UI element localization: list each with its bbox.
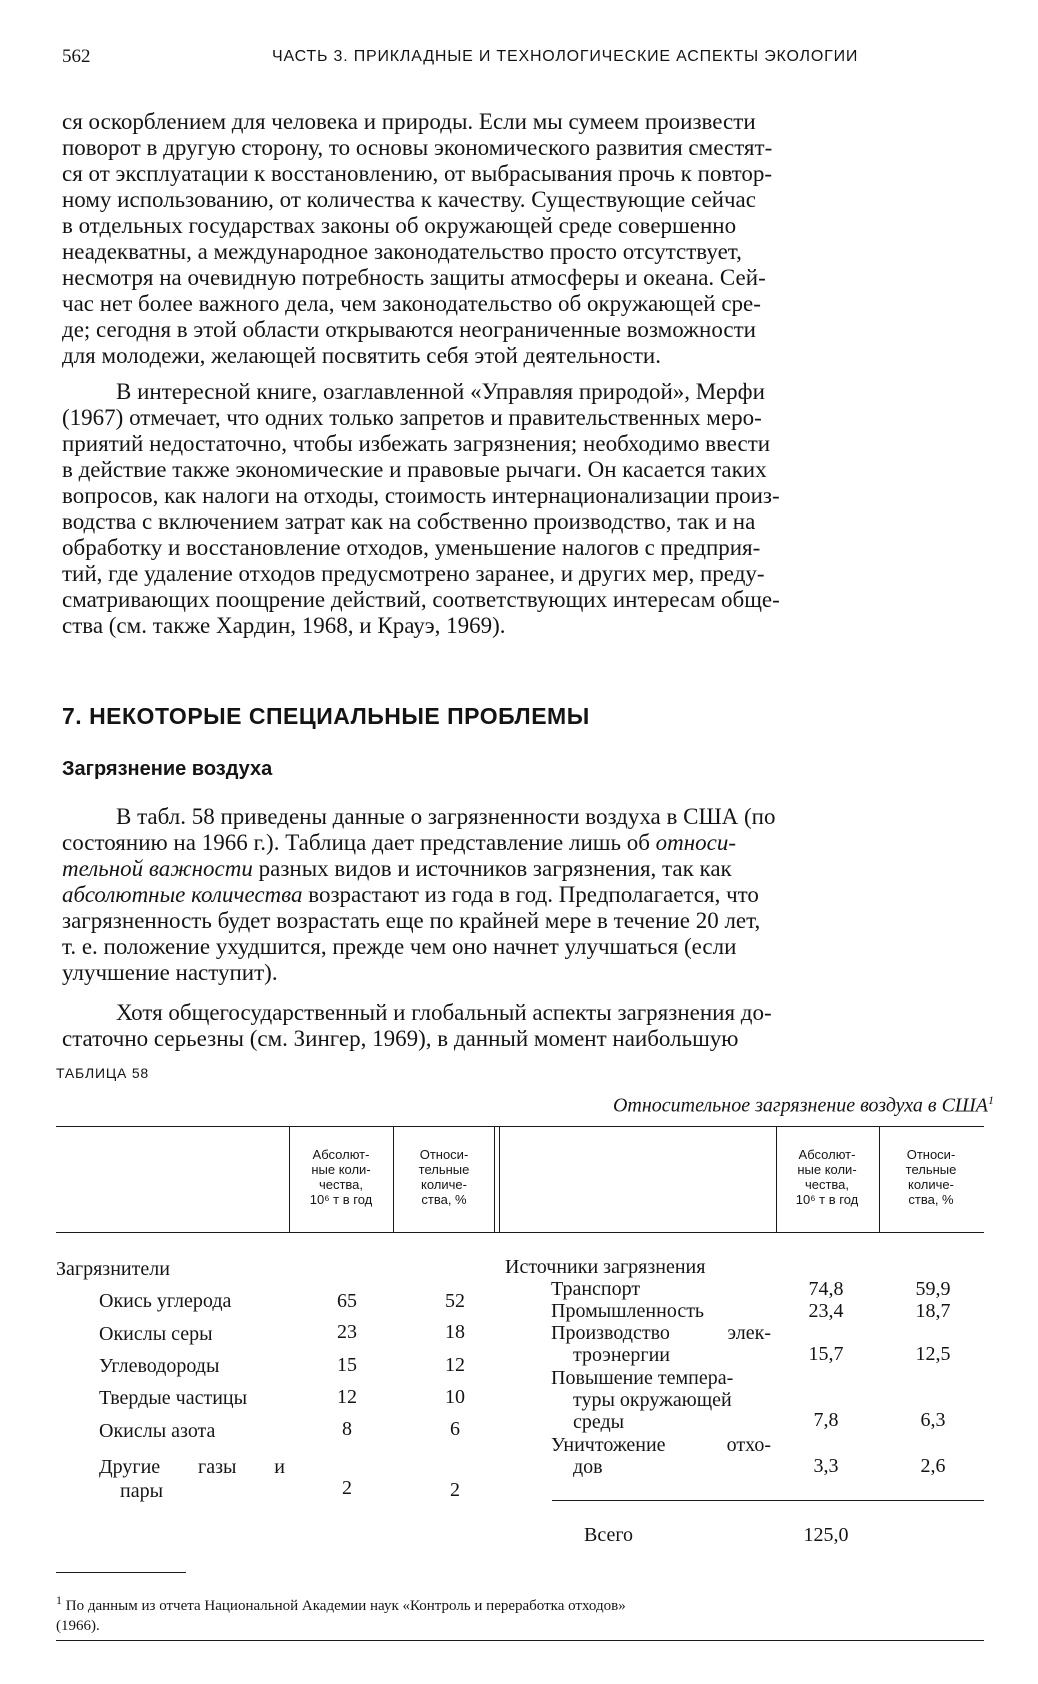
source-name-continuation: троэнергии: [573, 1344, 671, 1366]
footnote-marker: 1: [56, 1593, 62, 1607]
text-line: (1967) отмечает, что одних только запретов и правительственных меро-: [62, 405, 762, 430]
total-value: 125,0: [803, 1524, 849, 1546]
pollutant-abs: 15: [337, 1354, 357, 1376]
text-line: тельной важности разных видов и источников загрязнения, так как: [62, 856, 732, 881]
source-abs: 23,4: [808, 1300, 844, 1322]
footnote-marker: 1: [988, 1093, 994, 1107]
source-rel: 6,3: [920, 1409, 946, 1431]
source-rel: 2,6: [920, 1455, 946, 1477]
column-header-absolute: Абсолют- ные коли- чества, 10⁶ т в год: [309, 1147, 373, 1207]
column-header-relative: Относи- тельные количе- ства, %: [905, 1147, 957, 1207]
source-rel: 18,7: [915, 1300, 951, 1322]
text-line: т. е. положение ухудшится, прежде чем оно начнет улучшаться (если: [62, 934, 737, 959]
text-line: улучшение наступит).: [62, 960, 278, 985]
pollutant-name-continuation: пары: [120, 1480, 164, 1502]
text-line: состоянию на 1966 г.). Таблица дает представление лишь об относи-: [62, 830, 737, 855]
text-line: статочно серьезны (см. Зингер, 1969), в данный момент наибольшую: [62, 1026, 739, 1051]
table-caption: [613, 1093, 994, 1118]
text-line: ся от эксплуатации к восстановлению, от выбрасывания прочь к повтор-: [62, 161, 773, 186]
running-title: ЧАСТЬ 3. ПРИКЛАДНЫЕ И ТЕХНОЛОГИЧЕСКИЕ АСПЕКТЫ ЭКОЛОГИИ: [272, 48, 859, 65]
text-line: ства (см. также Хардин, 1968, и Крауэ, 1969).: [62, 613, 506, 638]
running-head: [62, 46, 998, 72]
table-caption-text: Относительное загрязнение воздуха в США: [612, 1094, 988, 1117]
source-name-continuation: среды: [573, 1411, 625, 1433]
text-line: для молодежи, желающей посвятить себя этой деятельности.: [62, 343, 661, 368]
pollutant-rel: 6: [450, 1418, 460, 1440]
paragraph-continues: [62, 1000, 986, 1052]
pollutant-rel: 12: [445, 1354, 465, 1376]
table-top-rule: [56, 1126, 984, 1127]
paragraph-murphy: [62, 379, 986, 639]
text-line: в отдельных государствах законы об окружающей среде совершенно: [62, 213, 737, 238]
column-header-absolute: Абсолют- ные коли- чества, 10⁶ т в год: [795, 1147, 859, 1207]
text-line: несмотря на очевидную потребность защиты атмосферы и океана. Сей-: [62, 265, 766, 290]
source-name: Транспорт: [551, 1278, 641, 1300]
footnote-bottom-rule: [56, 1640, 984, 1641]
table-label: ТАБЛИЦА 58: [56, 1065, 150, 1081]
footnote-line: $^1$ По данным из отчета Национальной Академии наук «Контроль и переработка отходов»: [56, 1593, 626, 1614]
sub-heading: Загрязнение воздуха: [62, 758, 273, 780]
pollutant-rel: 52: [445, 1290, 465, 1312]
text-line: сматривающих поощрение действий, соответствующих интересам обще-: [62, 587, 780, 612]
total-rule: [552, 1500, 984, 1501]
text-line: водства с включением затрат как на собственно производство, так и на: [62, 509, 756, 534]
table-col-divider: [289, 1127, 290, 1232]
text-line: абсолютные количества возрастают из года в год. Предполагается, что: [62, 882, 759, 907]
text-line: де; сегодня в этой области открываются неограниченные возможности: [62, 317, 756, 342]
pollutant-name: Твердые частицы: [99, 1387, 248, 1409]
footnote-rule: [56, 1572, 186, 1573]
text-line: обработку и восстановление отходов, уменьшение налогов с предприя-: [62, 535, 761, 560]
text-line: тий, где удаление отходов предусмотрено заранее, и других мер, преду-: [62, 561, 765, 586]
table-center-divider: [499, 1127, 500, 1232]
text-line: вопросов, как налоги на отходы, стоимость интернационализации произ-: [62, 483, 780, 508]
emphasis: абсолютные количества: [62, 882, 303, 907]
text-line: В интересной книге, озаглавленной «Управляя природой», Мерфи: [116, 379, 765, 404]
source-name: Повышение темпера-: [551, 1367, 734, 1389]
column-header-relative: Относи- тельные количе- ства, %: [418, 1147, 470, 1207]
text-line: В табл. 58 приведены данные о загрязненности воздуха в США (по: [116, 804, 776, 829]
text-line: поворот в другую сторону, то основы экономического развития сместят-: [62, 135, 773, 160]
pollutant-rel: 18: [445, 1321, 465, 1343]
text-line: ся оскорблением для человека и природы. Если мы сумеем произвести: [62, 109, 756, 134]
table-col-divider: [393, 1127, 394, 1232]
paragraph-continuation: [62, 109, 986, 369]
section-heading: 7. НЕКОТОРЫЕ СПЕЦИАЛЬНЫЕ ПРОБЛЕМЫ: [62, 703, 590, 729]
text-line: приятий недостаточно, чтобы избежать загрязнения; необходимо ввести: [62, 431, 771, 456]
text-line: неадекватны, а международное законодательство просто отсутствует,: [62, 239, 742, 264]
source-name: Промышленность: [551, 1300, 705, 1322]
emphasis: относи-: [655, 830, 737, 855]
pollutant-name: Углеводороды: [99, 1355, 220, 1377]
paragraph-table-intro: [62, 804, 986, 986]
text-line: Хотя общегосударственный и глобальный аспекты загрязнения до-: [116, 1000, 772, 1025]
pollutant-abs: 23: [337, 1321, 357, 1343]
pollutant-rel: 10: [445, 1386, 465, 1408]
text-line: ному использованию, от количества к качеству. Существующие сейчас: [62, 187, 756, 212]
pollutant-abs: 2: [342, 1477, 352, 1499]
source-name: Производство элек-: [551, 1322, 771, 1344]
pollutant-abs: 65: [337, 1290, 357, 1312]
source-abs: 3,3: [813, 1455, 839, 1477]
footnote: [56, 1590, 984, 1636]
pollutant-name: Окислы серы: [99, 1323, 213, 1345]
source-name-continuation: дов: [573, 1456, 603, 1478]
source-name: Уничтожение отхо-: [551, 1434, 771, 1456]
source-rel: 59,9: [915, 1278, 951, 1300]
pollutants-title: Загрязнители: [56, 1258, 170, 1280]
footnote-line: (1966).: [56, 1618, 100, 1634]
source-name-continuation: туры окружающей: [573, 1389, 732, 1411]
table-center-divider: [494, 1127, 495, 1232]
source-abs: 15,7: [808, 1343, 844, 1365]
pollutant-rel: 2: [450, 1479, 460, 1501]
sources-title: Источники загрязнения: [505, 1256, 706, 1278]
source-abs: 74,8: [808, 1278, 844, 1300]
pollutant-name: Другие газы и: [99, 1456, 285, 1478]
pollutant-abs: 8: [342, 1418, 352, 1440]
text-line: в действие также экономические и правовые рычаги. Он касается таких: [62, 457, 767, 482]
text-line: час нет более важного дела, чем законодательство об окружающей сре-: [62, 291, 761, 316]
pollutant-name: Окись углерода: [99, 1290, 232, 1312]
total-label: Всего: [584, 1524, 634, 1546]
table-col-divider: [879, 1127, 880, 1232]
pollutant-name: Окислы азота: [99, 1420, 216, 1442]
source-abs: 7,8: [813, 1409, 839, 1431]
emphasis: тельной важности: [62, 856, 253, 881]
table-header-rule: [56, 1232, 984, 1233]
source-rel: 12,5: [915, 1343, 951, 1365]
text-line: загрязненность будет возрастать еще по крайней мере в течение 20 лет,: [62, 908, 761, 933]
pollutant-abs: 12: [337, 1386, 357, 1408]
page-number: 562: [62, 46, 91, 67]
